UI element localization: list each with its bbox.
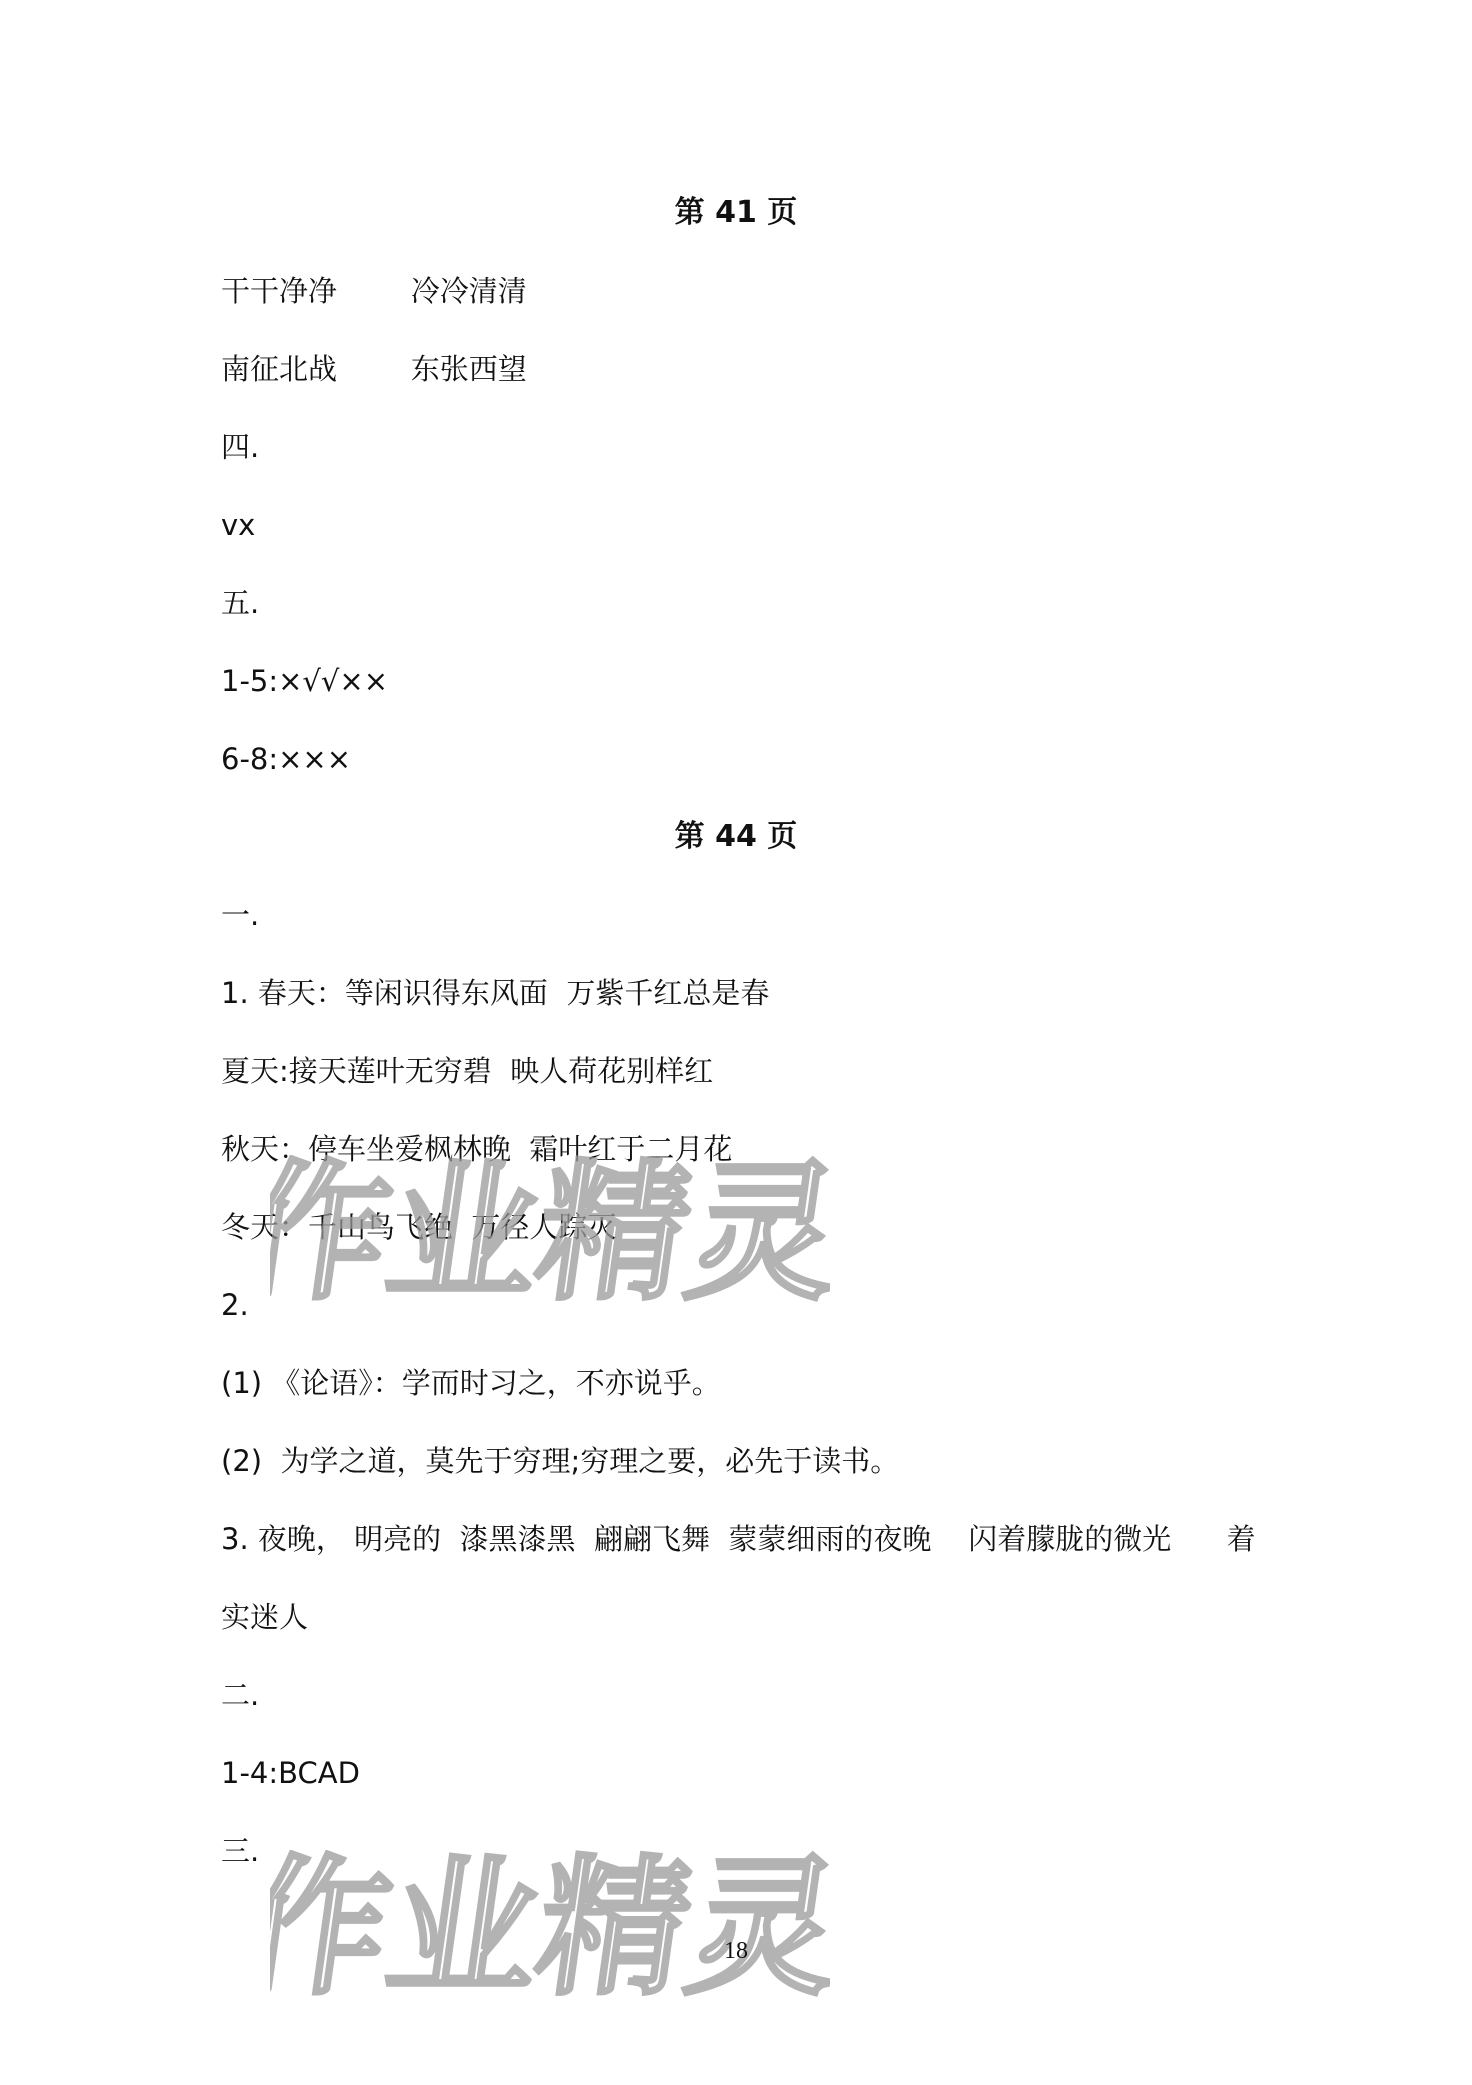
svg-text:作业精灵: 作业精灵 (270, 1155, 830, 1315)
answer-line: 秋天：停车坐爱枫林晚 霜叶红于二月花 (221, 1132, 733, 1166)
answer-line: 1-5:×√√×× (221, 664, 388, 698)
page-number: 18 (724, 1938, 748, 1964)
watermark-logo (270, 1155, 830, 1315)
answer-line: vx (221, 508, 256, 542)
answer-line: 1. 春天：等闲识得东风面 万紫千红总是春 (221, 976, 770, 1010)
answer-line: 6-8:××× (221, 742, 352, 776)
svg-text:作业精灵: 作业精灵 (270, 1850, 830, 2010)
answer-line: 1-4:BCAD (221, 1756, 360, 1790)
answer-line: 3. 夜晚， 明亮的 漆黑漆黑 翩翩飞舞 蒙蒙细雨的夜晚 闪着朦胧的微光 着 (221, 1522, 1256, 1556)
answer-line: 2. (221, 1288, 249, 1322)
answer-line: 一. (221, 898, 260, 932)
section-heading-page-41: 第 41 页 (674, 195, 798, 230)
answer-line: 实迷人 (221, 1600, 309, 1634)
answer-line: 四. (221, 430, 260, 464)
answer-line: 二. (221, 1678, 260, 1712)
answer-line: (2) 为学之道，莫先于穷理;穷理之要，必先于读书。 (221, 1444, 900, 1478)
answer-line: 夏天:接天莲叶无穷碧 映人荷花别样红 (221, 1054, 714, 1088)
answer-line: 南征北战 东张西望 (221, 352, 527, 386)
answer-line: 干干净净 冷冷清清 (221, 274, 527, 308)
answer-line: (1) 《论语》：学而时习之，不亦说乎。 (221, 1366, 721, 1400)
answer-line: 五. (221, 586, 260, 620)
section-heading-page-44: 第 44 页 (674, 819, 798, 854)
watermark-logo (270, 1850, 830, 2010)
answer-line: 冬天：千山鸟飞绝 万径人踪灭 (221, 1210, 617, 1244)
answer-line: 三. (221, 1834, 260, 1868)
